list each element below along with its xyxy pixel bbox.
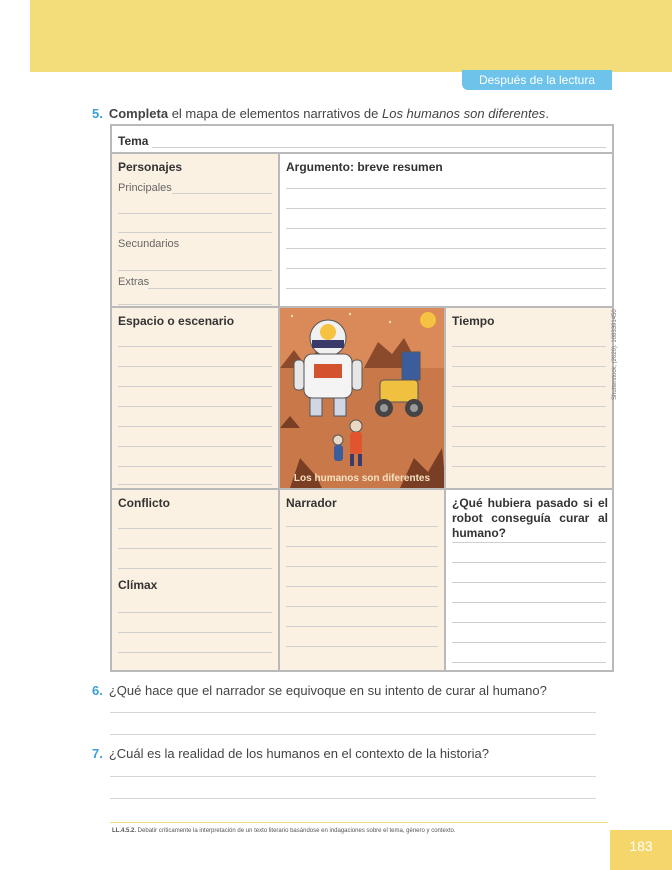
answer-line[interactable] — [286, 268, 606, 269]
answer-line[interactable] — [118, 528, 272, 529]
answer-line[interactable] — [118, 406, 272, 407]
image-credit: Shutterstock, (2020). 1083391450 — [612, 309, 618, 400]
answer-line[interactable] — [452, 642, 606, 643]
question-number: 7. — [92, 746, 103, 761]
question-text: ¿Qué hace que el narrador se equivoque en su intento de curar al humano? — [108, 683, 547, 698]
illustration-caption: Los humanos son diferentes — [293, 473, 431, 484]
question-number: 5. — [92, 106, 103, 121]
tema-line[interactable] — [152, 147, 606, 148]
story-title: Los humanos son diferentes — [381, 106, 546, 121]
answer-line[interactable] — [286, 646, 438, 647]
question-bold: Completa — [108, 106, 169, 121]
espacio-label: Espacio o escenario — [118, 314, 235, 328]
answer-line[interactable] — [118, 304, 272, 305]
answer-line[interactable] — [452, 622, 606, 623]
answer-line[interactable] — [452, 562, 606, 563]
conflicto-cell — [111, 489, 279, 671]
answer-line[interactable] — [110, 776, 596, 777]
answer-line[interactable] — [286, 208, 606, 209]
skill-text: Debatir críticamente la interpretación de un texto literario basándose en indagaciones sobre el tema, género y contexto. — [136, 828, 456, 834]
answer-line[interactable] — [118, 568, 272, 569]
answer-line[interactable] — [452, 426, 606, 427]
question-text: ¿Cuál es la realidad de los humanos en el contexto de la historia? — [108, 746, 489, 761]
section-tab: Después de la lectura — [462, 70, 612, 90]
secundarios-label: Secundarios — [118, 238, 180, 250]
tema-cell — [111, 125, 613, 153]
question-7 — [92, 746, 489, 761]
narrador-label: Narrador — [286, 496, 337, 510]
answer-line[interactable] — [452, 406, 606, 407]
robot-illustration-icon — [280, 308, 445, 489]
conflicto-label: Conflicto — [118, 496, 170, 510]
extras-label: Extras — [118, 276, 150, 288]
answer-line[interactable] — [452, 386, 606, 387]
personajes-label: Personajes — [118, 160, 183, 174]
answer-line[interactable] — [452, 542, 606, 543]
answer-line[interactable] — [452, 466, 606, 467]
answer-line[interactable] — [118, 346, 272, 347]
answer-line[interactable] — [110, 734, 596, 735]
answer-line[interactable] — [286, 566, 438, 567]
answer-line[interactable] — [118, 232, 272, 233]
answer-line[interactable] — [286, 626, 438, 627]
question-end: . — [545, 106, 549, 121]
answer-line[interactable] — [452, 662, 606, 663]
tema-label: Tema — [118, 134, 149, 148]
answer-line[interactable] — [118, 652, 272, 653]
narrador-cell — [279, 489, 445, 671]
answer-line[interactable] — [452, 602, 606, 603]
answer-line[interactable] — [118, 466, 272, 467]
answer-line[interactable] — [286, 526, 438, 527]
skill-code: LL.4.5.2. — [112, 828, 137, 834]
answer-line[interactable] — [452, 346, 606, 347]
que-hubiera-cell — [445, 489, 613, 671]
answer-line[interactable] — [172, 193, 272, 194]
answer-line[interactable] — [286, 248, 606, 249]
page-number: 183 — [610, 830, 672, 870]
espacio-cell — [111, 307, 279, 489]
answer-line[interactable] — [118, 612, 272, 613]
answer-line[interactable] — [118, 632, 272, 633]
answer-line[interactable] — [118, 484, 272, 485]
question-6 — [92, 683, 547, 698]
principales-label: Principales — [118, 182, 172, 194]
answer-line[interactable] — [118, 213, 272, 214]
argumento-cell — [279, 153, 613, 307]
narrative-map — [110, 124, 614, 672]
answer-line[interactable] — [118, 366, 272, 367]
answer-line[interactable] — [286, 606, 438, 607]
answer-line[interactable] — [452, 366, 606, 367]
tiempo-cell — [445, 307, 613, 489]
tiempo-label: Tiempo — [452, 314, 495, 328]
answer-line[interactable] — [118, 426, 272, 427]
que-hubiera-label: ¿Qué hubiera pasado si el robot conseguía curar al humano? — [452, 496, 608, 540]
answer-line[interactable] — [452, 582, 606, 583]
footer-divider — [110, 822, 608, 823]
question-5 — [92, 106, 549, 121]
personajes-cell — [111, 153, 279, 307]
story-illustration — [279, 307, 445, 489]
answer-line[interactable] — [110, 712, 596, 713]
answer-line[interactable] — [118, 548, 272, 549]
answer-line[interactable] — [286, 546, 438, 547]
answer-line[interactable] — [118, 446, 272, 447]
answer-line[interactable] — [148, 288, 272, 289]
answer-line[interactable] — [118, 386, 272, 387]
answer-line[interactable] — [118, 270, 272, 271]
answer-line[interactable] — [286, 586, 438, 587]
footer-skill — [112, 828, 456, 834]
question-text: el mapa de elementos narrativos de — [168, 106, 382, 121]
answer-line[interactable] — [110, 798, 596, 799]
question-number: 6. — [92, 683, 103, 698]
answer-line[interactable] — [286, 288, 606, 289]
answer-line[interactable] — [286, 188, 606, 189]
header-band — [30, 0, 672, 72]
answer-line[interactable] — [452, 446, 606, 447]
climax-label: Clímax — [118, 578, 158, 592]
answer-line[interactable] — [286, 228, 606, 229]
argumento-label: Argumento: breve resumen — [286, 160, 443, 174]
